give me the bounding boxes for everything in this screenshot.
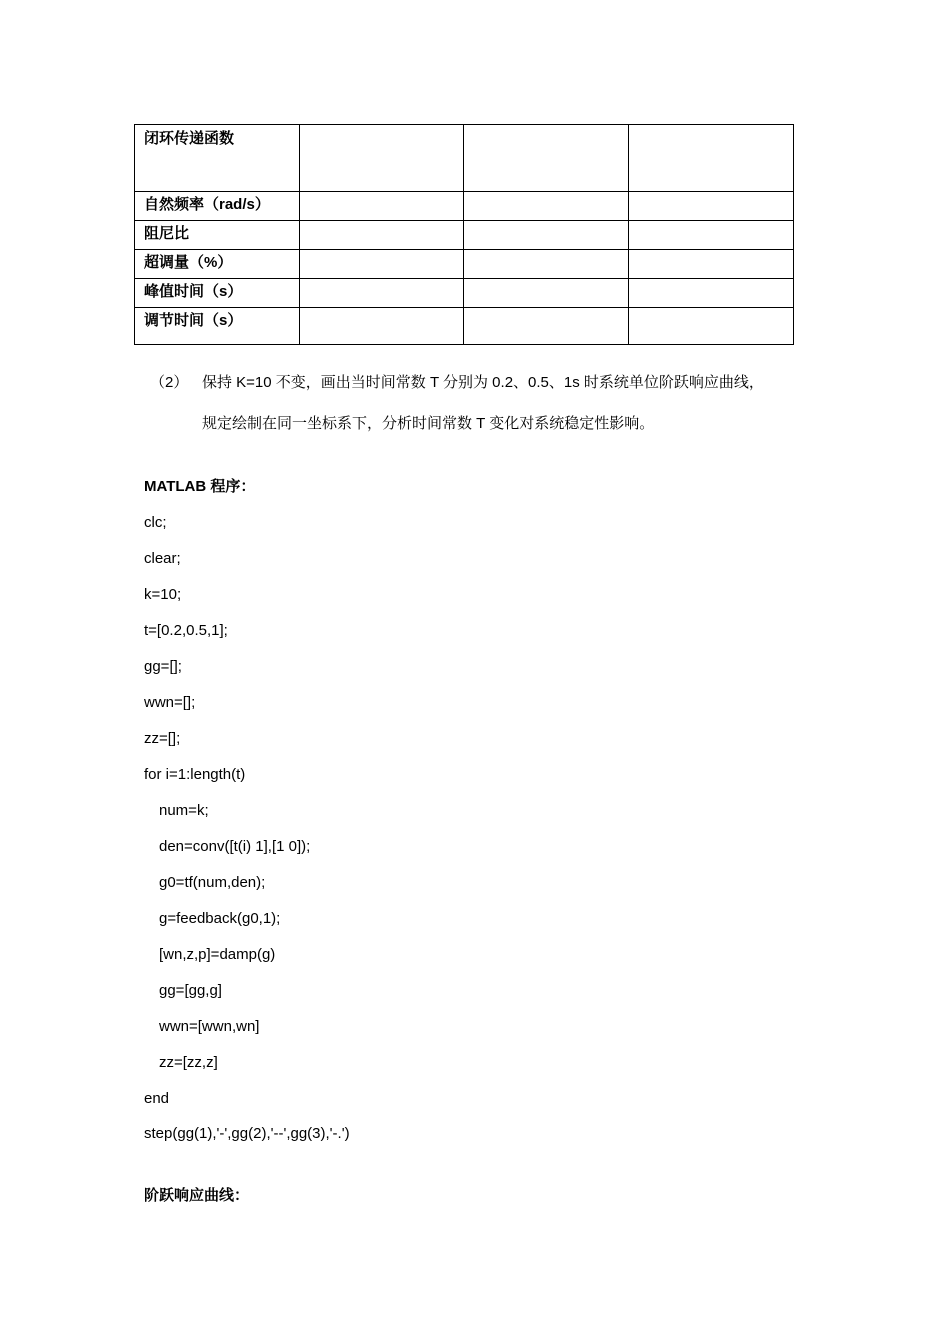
table-cell	[629, 192, 794, 221]
code-line: zz=[];	[144, 730, 181, 747]
table-cell	[464, 308, 629, 345]
code-line: k=10;	[144, 586, 182, 603]
question-number: （2）	[150, 374, 189, 391]
table-cell	[629, 308, 794, 345]
row-label: 闭环传递函数	[135, 125, 300, 192]
code-line: den=conv([t(i) 1],[1 0]);	[159, 838, 311, 855]
code-line: gg=[gg,g]	[159, 982, 222, 999]
table-row	[135, 308, 794, 345]
table-cell	[464, 221, 629, 250]
table-cell	[629, 250, 794, 279]
row-label: 超调量（%）	[135, 250, 300, 279]
row-label: 峰值时间（s）	[135, 279, 300, 308]
table-cell	[300, 125, 464, 192]
table-cell	[629, 221, 794, 250]
table-row	[135, 125, 794, 192]
row-label: 自然频率（rad/s）	[135, 192, 300, 221]
parameters-table	[134, 124, 794, 345]
code-line: clc;	[144, 514, 167, 531]
matlab-heading: MATLAB 程序：	[144, 478, 256, 495]
code-line: step(gg(1),'-',gg(2),'--',gg(3),'-.')	[144, 1125, 350, 1142]
table-cell	[300, 221, 464, 250]
row-label: 阻尼比	[135, 221, 300, 250]
table-row	[135, 221, 794, 250]
table-cell	[464, 125, 629, 192]
question-text-line2: 规定绘制在同一坐标系下，分析时间常数 T 变化对系统稳定性影响。	[202, 415, 655, 432]
code-line: wwn=[wwn,wn]	[159, 1018, 260, 1035]
table-cell	[300, 250, 464, 279]
table-row	[135, 192, 794, 221]
table-cell	[300, 308, 464, 345]
table-cell	[300, 192, 464, 221]
table-cell	[464, 279, 629, 308]
table-cell	[629, 125, 794, 192]
code-line: g=feedback(g0,1);	[159, 910, 281, 927]
code-line: gg=[];	[144, 658, 182, 675]
code-line: num=k;	[159, 802, 209, 819]
table-row	[135, 250, 794, 279]
code-line: t=[0.2,0.5,1];	[144, 622, 228, 639]
code-line: for i=1:length(t)	[144, 766, 246, 783]
step-response-heading: 阶跃响应曲线：	[144, 1187, 250, 1204]
code-line: end	[144, 1090, 170, 1107]
table-cell	[300, 279, 464, 308]
table-cell	[629, 279, 794, 308]
row-label: 调节时间（s）	[135, 308, 300, 345]
code-line: g0=tf(num,den);	[159, 874, 266, 891]
table-cell	[464, 192, 629, 221]
question-text-line1: 保持 K=10 不变，画出当时间常数 T 分别为 0.2、0.5、1s 时系统单位阶跃响应曲线，	[202, 374, 764, 391]
code-line: [wn,z,p]=damp(g)	[159, 946, 276, 963]
table-cell	[464, 250, 629, 279]
code-line: clear;	[144, 550, 181, 567]
code-line: zz=[zz,z]	[159, 1054, 218, 1071]
table-row	[135, 279, 794, 308]
code-line: wwn=[];	[144, 694, 196, 711]
